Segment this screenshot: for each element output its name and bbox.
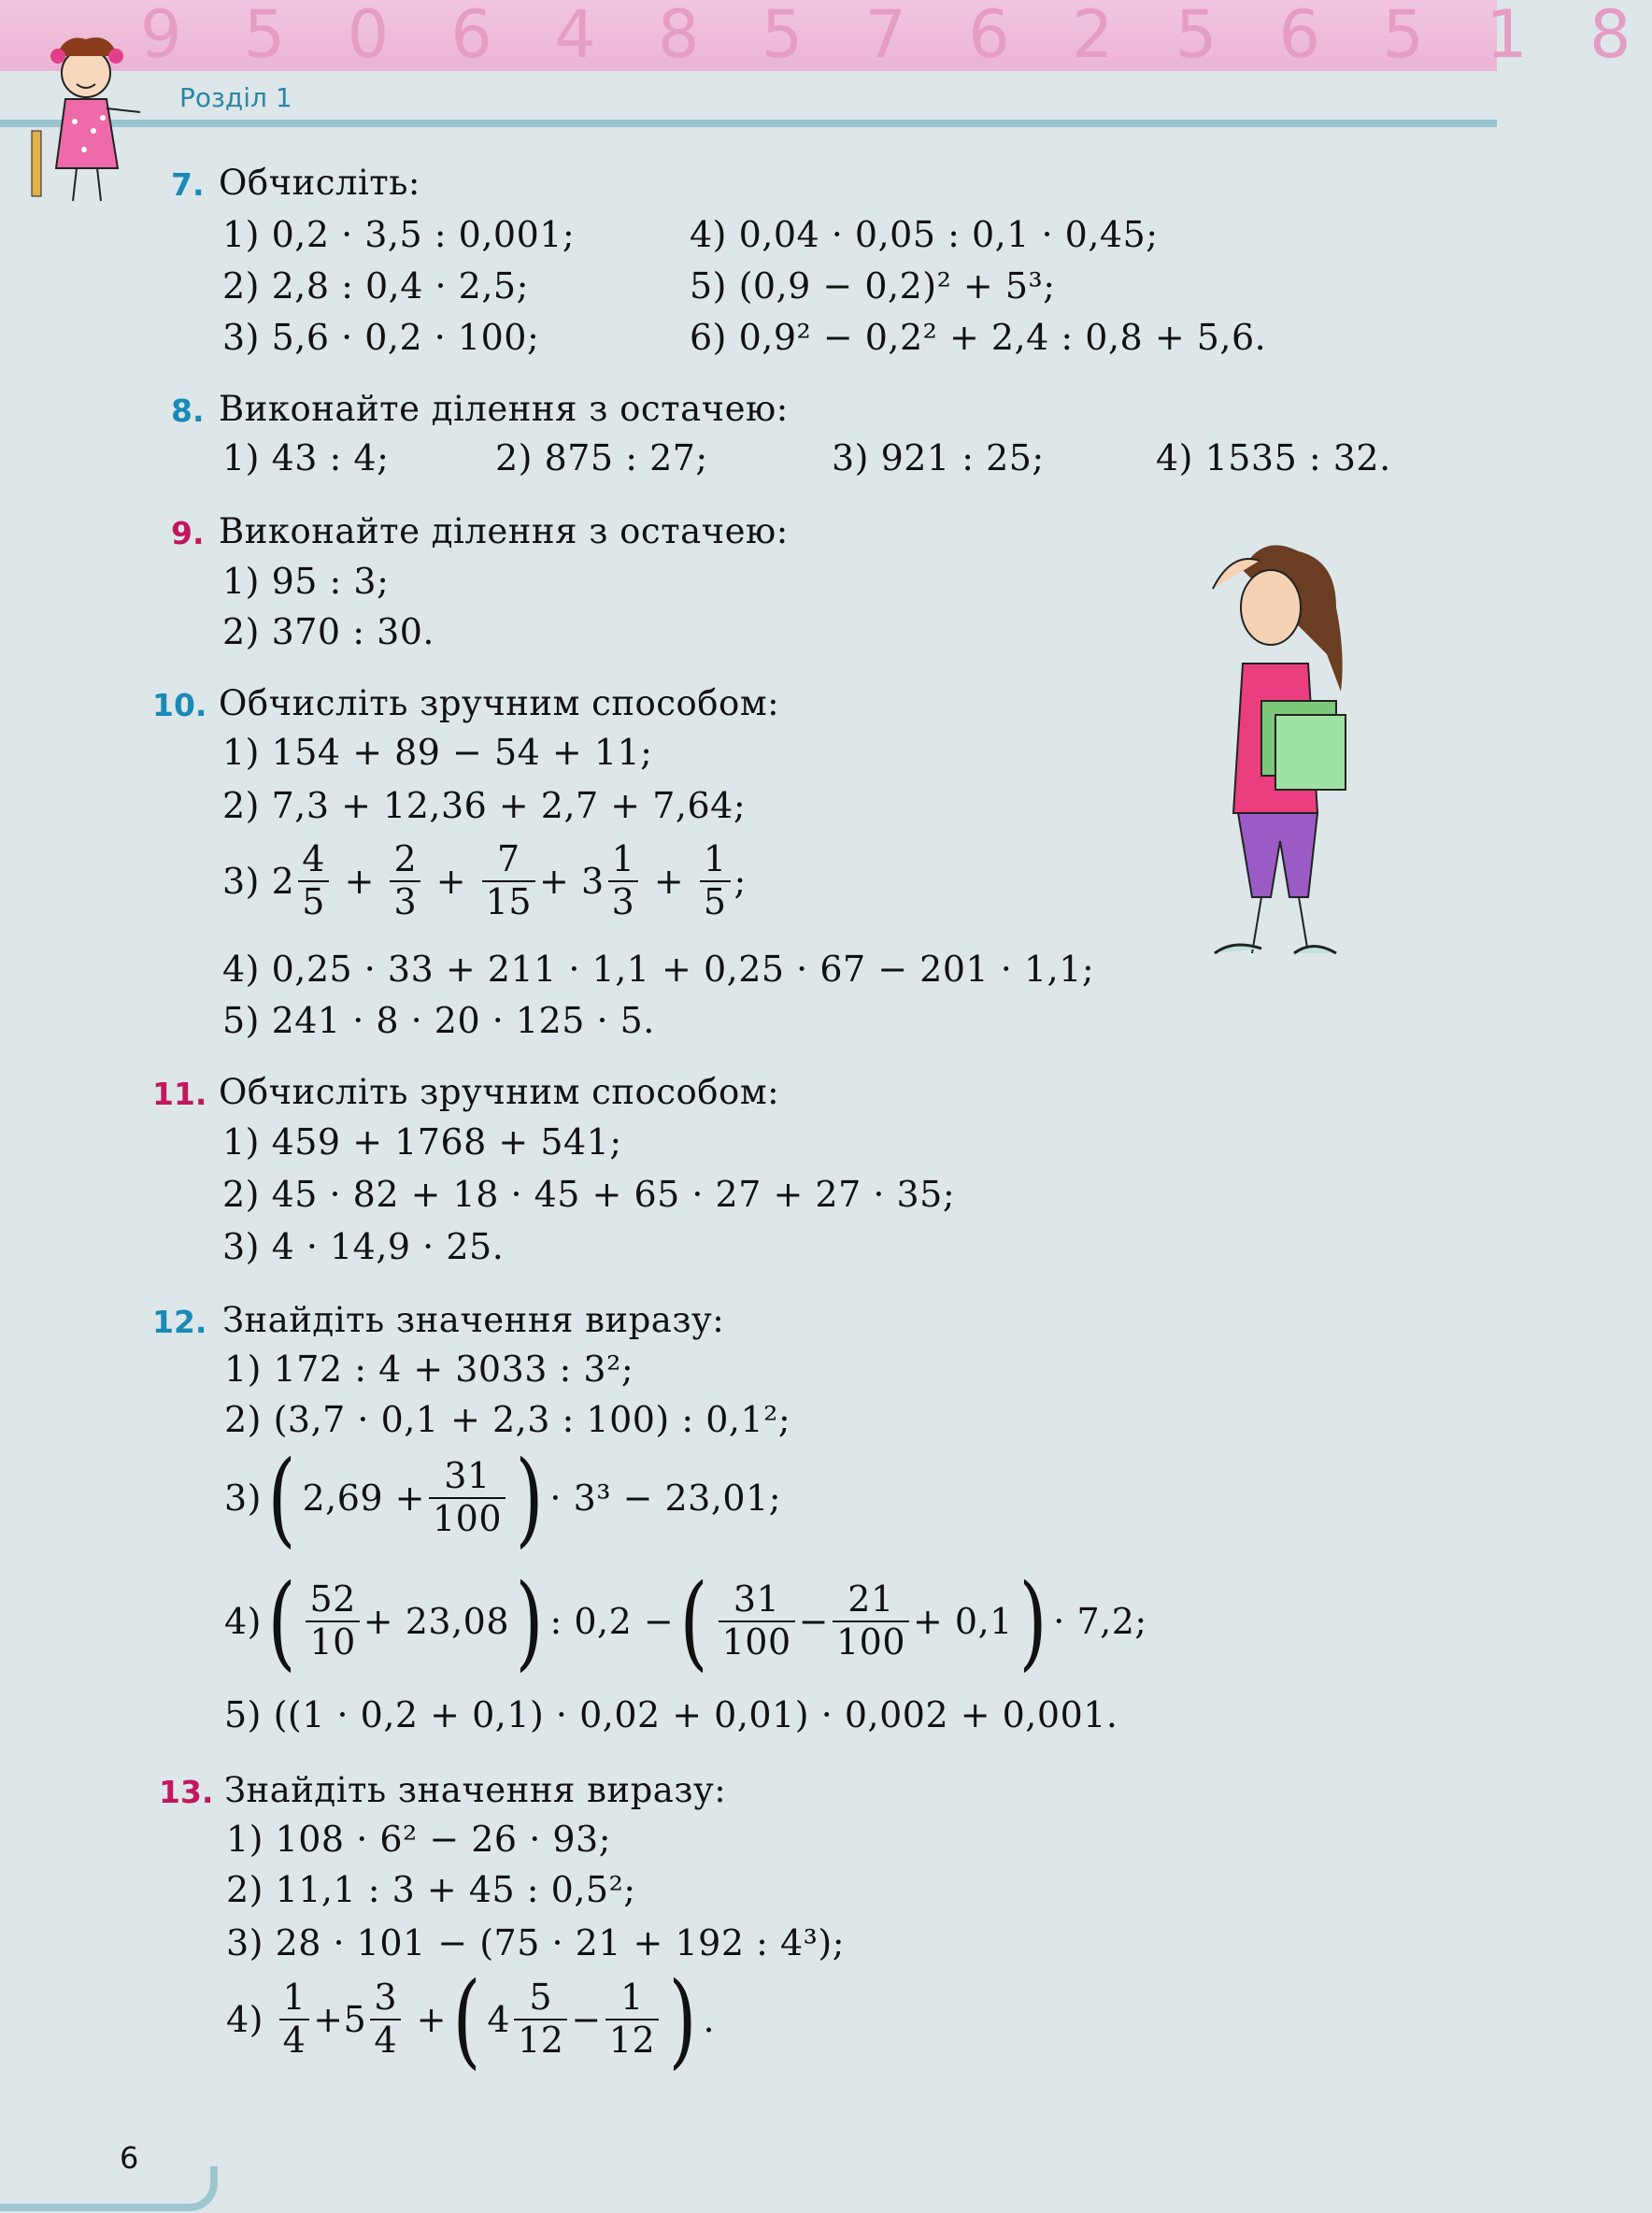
problem-title: Обчисліть: [219,163,420,203]
expression: 5) ((1 · 0,2 + 0,1) · 0,02 + 0,01) · 0,002 + 0,001. [224,1694,1118,1735]
fraction: $\frac{3}{4}$ [370,1977,401,2061]
expression-fractions: 3) ( 2,69 + $\frac{31}{100}$ ) · 3³ − 23,01; [224,1438,782,1558]
operator: + [416,1999,447,2040]
expression: 1) 108 · 6² − 26 · 93; [226,1819,612,1860]
item-label: 4) [224,1601,263,1642]
item-label: 3) [224,1478,263,1519]
fraction: $\frac{4}{5}$ [298,839,329,922]
expression: 1) 0,2 · 3,5 : 0,001; [222,214,576,255]
problem-title: Знайдіть значення виразу: [224,1770,727,1810]
footer-decoration [0,2166,218,2211]
expression: 3) 28 · 101 − (75 · 21 + 192 : 4³); [226,1922,845,1963]
whole-part: 5 [343,1999,367,2040]
term: + 0,1 [913,1601,1013,1642]
expression: 6) 0,9² − 0,2² + 2,4 : 0,8 + 5,6. [690,317,1267,358]
decorative-header-band [0,0,1652,73]
fraction: $\frac{2}{3}$ [390,839,420,922]
whole-part: 2 [271,860,295,902]
fraction: $\frac{7}{15}$ [482,839,535,922]
problem-title: Обчисліть зручним способом: [219,1072,780,1112]
term: + 23,08 [363,1601,510,1642]
girl-illustration [1187,533,1374,972]
whole-part: 4 [487,1999,511,2040]
expression-fractions: 4) ( $\frac{52}{10}$ + 23,08 ) : 0,2 − ( $\frac{31}{100}$ − $\frac{21}{100}$ + 0,1 ) · 7,2; [224,1562,1147,1681]
expression: 5) (0,9 − 0,2)² + 5³; [690,265,1056,307]
problem-number: 8. [171,393,205,429]
expression-fractions: 3) 2 $\frac{4}{5}$ + $\frac{2}{3}$ + $\frac{7}{15}$ + 3 $\frac{1}{3}$ + $\frac{1}{5}$ ; [222,838,747,922]
page-number: 6 [120,2140,139,2176]
expression: 3) 4 · 14,9 · 25. [222,1226,505,1267]
term: · 3³ − 23,01; [549,1478,782,1519]
fraction: $\frac{1}{5}$ [700,839,731,922]
expression: 2) 11,1 : 3 + 45 : 0,5²; [226,1869,636,1910]
fraction: $\frac{1}{12}$ [605,1977,659,2061]
fraction: $\frac{5}{12}$ [514,1977,567,2061]
problem-title: Виконайте ділення з остачею: [219,389,789,429]
item-label: 4) [226,1999,264,2040]
whole-part: 3 [580,860,605,902]
expression: 4) 0,25 · 33 + 211 · 1,1 + 0,25 · 67 − 201 · 1,1; [222,949,1095,990]
fraction: $\frac{21}{100}$ [833,1579,909,1663]
problem-number: 9. [171,515,205,551]
expression: 2) 370 : 30. [222,611,435,652]
term: : 0,2 − [549,1601,675,1642]
operator: + [313,1999,344,2040]
problem-number: 12. [152,1304,207,1340]
term: 2,69 + [302,1478,425,1519]
expression: 5) 241 · 8 · 20 · 125 · 5. [222,1000,655,1041]
fraction: $\frac{52}{10}$ [306,1579,359,1663]
fraction: $\frac{31}{100}$ [429,1456,506,1539]
fraction: $\frac{1}{4}$ [279,1977,310,2061]
problem-title: Обчисліть зручним способом: [219,683,780,723]
expression: 2) (3,7 · 0,1 + 2,3 : 100) : 0,1²; [224,1399,791,1440]
problem-number: 10. [152,687,207,723]
operator: − [571,1999,602,2040]
expression: 2) 875 : 27; [495,437,708,478]
fraction: $\frac{1}{3}$ [608,839,639,922]
expression: 1) 95 : 3; [222,561,390,602]
expression: 4) 0,04 · 0,05 : 0,1 · 0,45; [690,214,1159,255]
expression: 2) 7,3 + 12,36 + 2,7 + 7,64; [222,785,747,826]
expression: 2) 2,8 : 0,4 · 2,5; [222,265,529,307]
problem-number: 13. [159,1774,214,1810]
expression: 2) 45 · 82 + 18 · 45 + 65 · 27 + 27 · 35; [222,1174,956,1215]
expression: 3) 5,6 · 0,2 · 100; [222,317,540,358]
section-label: Розділ 1 [179,82,292,113]
expression: 3) 921 : 25; [832,437,1045,478]
expression: 1) 43 : 4; [222,437,390,478]
header-divider [0,120,1497,127]
expression: 1) 172 : 4 + 3033 : 3²; [224,1349,634,1390]
problem-title: Знайдіть значення виразу: [222,1300,725,1340]
problem-number: 7. [171,166,205,203]
expression: 1) 154 + 89 − 54 + 11; [222,732,653,773]
fraction: $\frac{31}{100}$ [719,1579,795,1663]
expression-fractions: 4) $\frac{1}{4}$ + 5 $\frac{3}{4}$ + ( 4 $\frac{5}{12}$ − $\frac{1}{12}$ ) . [226,1960,716,2079]
problem-title: Виконайте ділення з остачею: [219,511,789,551]
operator: − [798,1601,829,1642]
term: . [703,1999,716,2040]
expression: 4) 1535 : 32. [1156,437,1391,478]
expression: 1) 459 + 1768 + 541; [222,1121,622,1163]
term: · 7,2; [1053,1601,1147,1642]
band-digits: 9 5 0 6 4 8 5 7 6 2 5 6 5 1 8 [140,0,1652,73]
problem-number: 11. [152,1076,207,1112]
item-label: 3) [222,860,261,902]
mascot-illustration [19,28,159,206]
